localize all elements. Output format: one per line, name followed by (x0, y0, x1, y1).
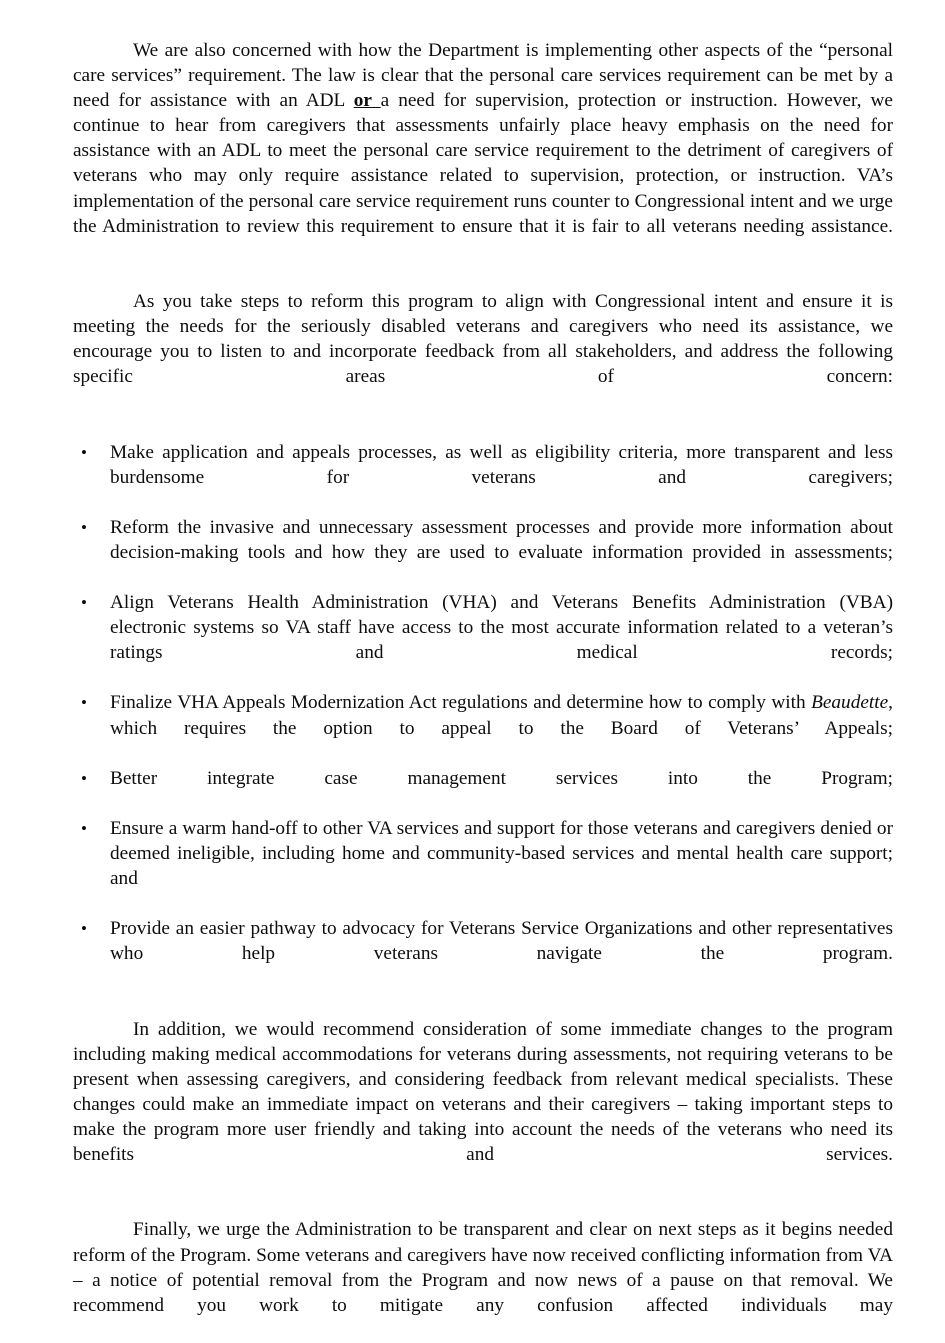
text-run: , which requires the option to appeal to the Board of Veterans’ Appeals; (110, 692, 893, 739)
paragraph-finally (73, 1217, 893, 1342)
list-item (73, 766, 893, 816)
text-run: As you take steps to reform this program to align with Congressional intent and ensure it is meeting the needs for the seriously disabled veterans and caregivers who need its assistance, we encourage you to listen to and incorporate feedback from all stakeholders, and address the following specific areas of concern: (73, 290, 893, 388)
concerns-bullet-list (73, 440, 893, 992)
text-run-bold-underline: or (353, 90, 381, 112)
list-item (73, 440, 893, 515)
paragraph-reform-program (73, 289, 893, 414)
list-item (73, 816, 893, 916)
list-item (73, 690, 893, 765)
text-run: Make application and appeals processes, as well as eligibility criteria, more transparent and less burdensome for veterans and caregivers; (110, 441, 893, 488)
list-item (73, 590, 893, 690)
text-run: Better integrate case management services into the Program; (110, 767, 893, 789)
text-run: We are also concerned with how the Department is implementing other aspects of the “personal care services” requirement. The law is clear that the personal care services requirement can be met by a need for assistance with an ADL (73, 40, 893, 112)
text-run: Finalize VHA Appeals Modernization Act regulations and determine how to comply with (110, 692, 812, 714)
text-run: a need for supervision, protection or instruction. However, we continue to hear from caregivers that assessments unfairly place heavy emphasis on the need for assistance with an ADL to meet the personal care service requirement to the detriment of caregivers of veterans who may only require assistance related to supervision, protection, or instruction. VA’s implementation of the personal care service requirement runs counter to Congressional intent and we urge the Administration to review this requirement to ensure that it is fair to all veterans needing assistance. (73, 90, 893, 237)
text-run: Provide an easier pathway to advocacy for Veterans Service Organizations and other representatives who help veterans navigate the program. (110, 918, 893, 965)
document-body (73, 38, 893, 1343)
text-run: Align Veterans Health Administration (VHA) and Veterans Benefits Administration (VBA) electronic systems so VA staff have access to the most accurate information related to a veteran’s ratings and medical records; (110, 592, 893, 664)
text-run-italic: Beaudette (811, 692, 889, 714)
text-run: In addition, we would recommend consideration of some immediate changes to the program including making medical accommodations for veterans during assessments, not requiring veterans to be present when assessing caregivers, and considering feedback from relevant medical specialists. These changes could make an immediate impact on veterans and their caregivers – taking important steps to make the program more user friendly and taking into account the needs of the veterans who need its benefits and services. (73, 1018, 893, 1166)
list-item (73, 916, 893, 991)
text-run: Finally, we urge the Administration to be transparent and clear on next steps as it begins needed reform of the Program. Some veterans and caregivers have now received conflicting information from VA – a notice of potential removal from the Program and now news of a pause on that removal. We recommend you work to mitigate any confusion affected individuals may (73, 1219, 893, 1316)
closing-paragraph-group (73, 1017, 893, 1343)
text-run: Ensure a warm hand-off to other VA services and support for those veterans and caregivers denied or deemed ineligible, including home and community-based services and mental health care support; and (110, 817, 893, 890)
list-item (73, 515, 893, 590)
paragraph-personal-care-services (73, 38, 893, 264)
paragraph-in-addition (73, 1017, 893, 1193)
text-run: Reform the invasive and unnecessary assessment processes and provide more information about decision-making tools and how they are used to evaluate information provided in assessments; (110, 516, 893, 563)
